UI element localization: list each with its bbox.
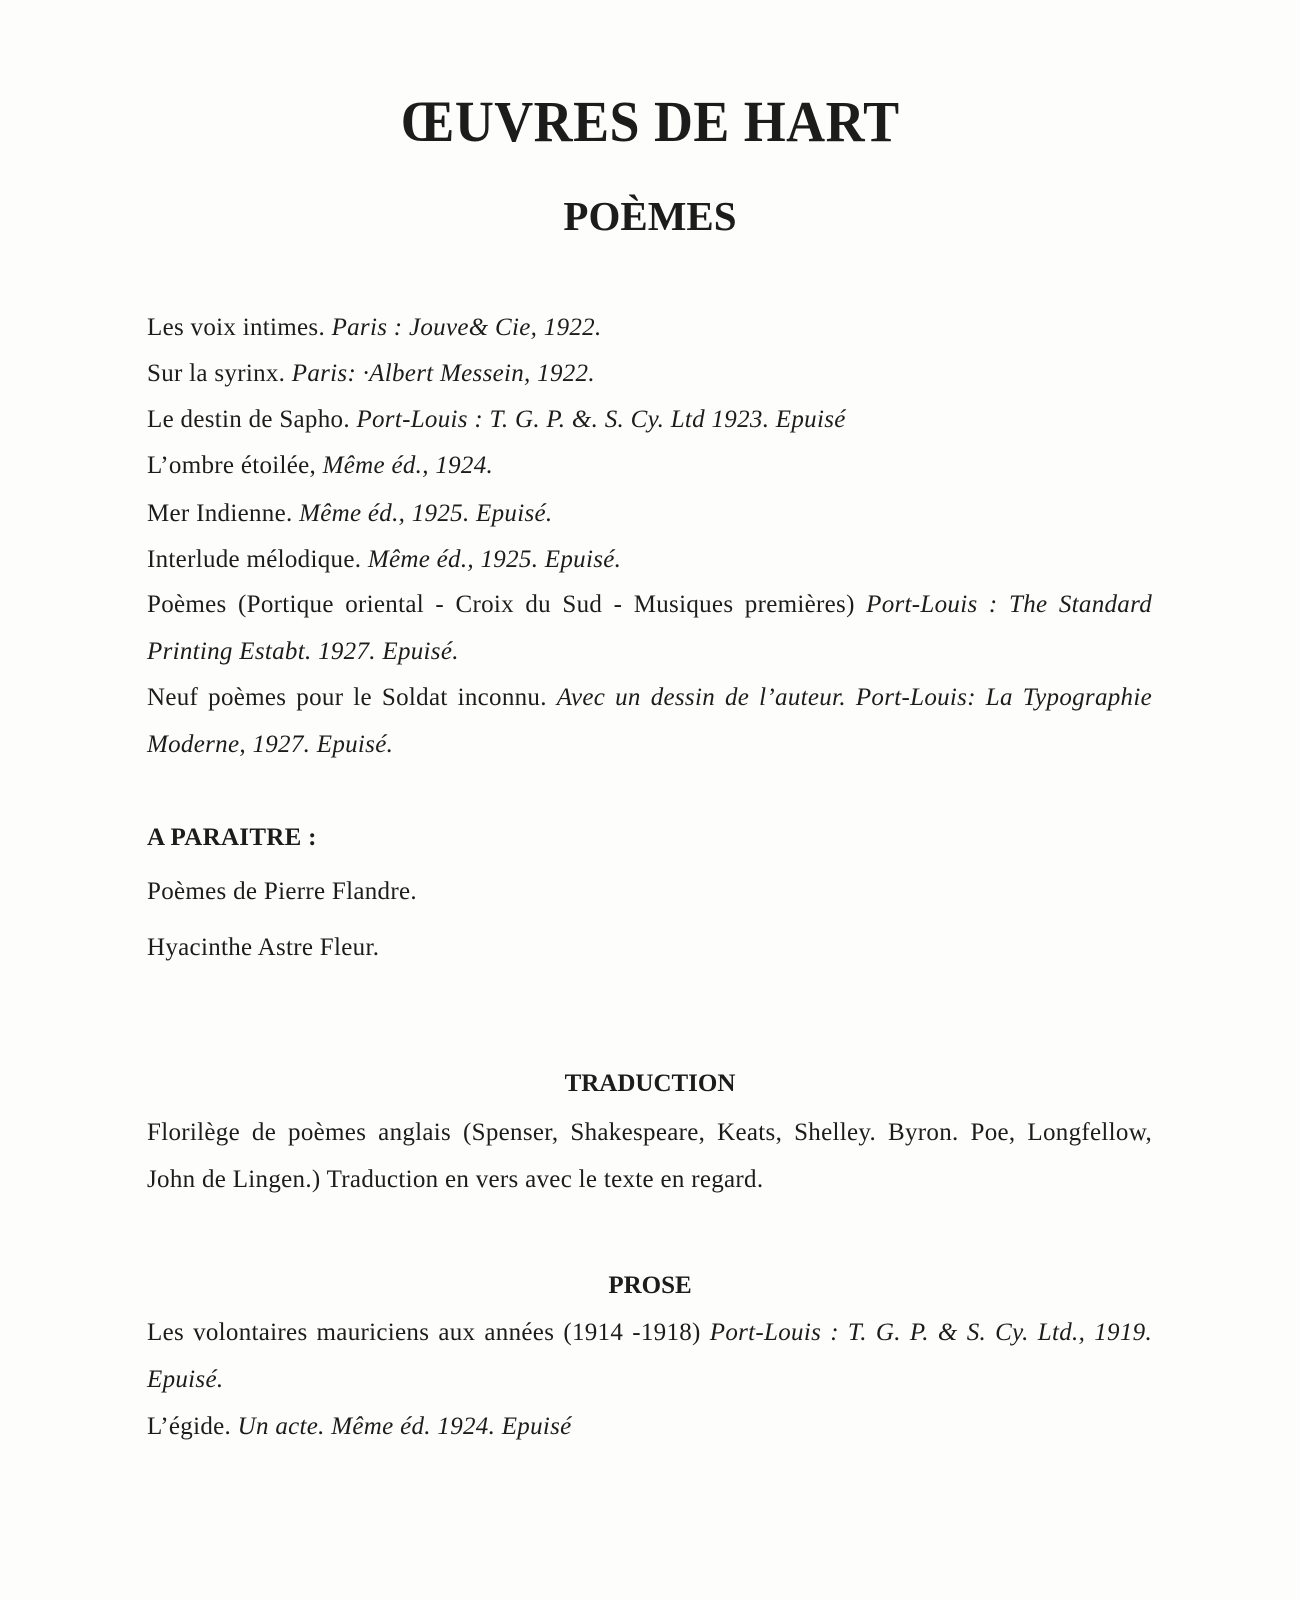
bibliography-entry [147,537,1152,584]
bibliography-entry [147,351,1152,398]
bibliography-entry [147,491,1152,538]
document-title: ŒUVRES DE HART [400,89,900,154]
entry-publication: Avec un dessin de l’auteur. Port-Louis: La Typographie Moderne, 1927. Epuisé. [147,684,1152,758]
entry-title: Neuf poèmes pour le Soldat inconnu. [147,684,557,711]
forthcoming-entry: Poèmes de Pierre Flandre. [147,878,417,905]
entry-title: Poèmes (Portique oriental - Croix du Sud - Musiques premières) [147,591,867,618]
section-heading-poemes: POÈMES [563,193,737,239]
entry-publication: Même éd., 1925. Epuisé. [367,546,622,573]
entry-title: L’égide. [147,1413,238,1440]
entry-title: L’ombre étoilée, [147,452,323,479]
entry-publication: Port-Louis : T. G. P. & S. Cy. Ltd., 1919. Epuisé. [147,1319,1152,1393]
entry-publication: Port-Louis : T. G. P. &. S. Cy. Ltd 1923. Epuisé [356,406,846,433]
section-heading-traduction: TRADUCTION [564,1070,736,1097]
bibliography-entry [147,582,1152,675]
bibliography-entry [147,305,1152,352]
entry-title: Sur la syrinx. [147,360,292,387]
entry-publication: Port-Louis : The Standard Printing Estabt. 1927. Epuisé. [147,591,1152,665]
translation-entry: Florilège de poèmes anglais (Spenser, Shakespeare, Keats, Shelley. Byron. Poe, Longfellow, John de Lingen.) Traduction en vers avec le texte en regard. [147,1119,1152,1193]
entry-title: Interlude mélodique. [147,546,368,573]
bibliography-entry [147,1310,1152,1403]
bibliography-entry [147,675,1152,768]
bibliography-entry [147,443,1152,490]
bibliography-entry [147,397,1152,444]
entry-publication: Paris : Jouve& Cie, 1922. [331,314,602,341]
entry-title: Les voix intimes. [147,314,332,341]
entry-publication: Même éd., 1925. Epuisé. [299,500,553,527]
entry-title: Le destin de Sapho. [147,406,357,433]
section-heading-prose: PROSE [608,1272,692,1299]
forthcoming-entry: Hyacinthe Astre Fleur. [147,934,380,961]
entry-title: Mer Indienne. [147,500,300,527]
entry-publication: Même éd., 1924. [322,452,494,479]
entry-publication: Paris: ·Albert Messein, 1922. [291,360,595,387]
section-heading-a-paraitre: A PARAITRE : [147,824,317,851]
entry-title: Les volontaires mauriciens aux années (1914 -1918) [147,1319,710,1346]
bibliography-entry [147,1404,1152,1451]
entry-publication: Un acte. Même éd. 1924. Epuisé [237,1413,572,1440]
